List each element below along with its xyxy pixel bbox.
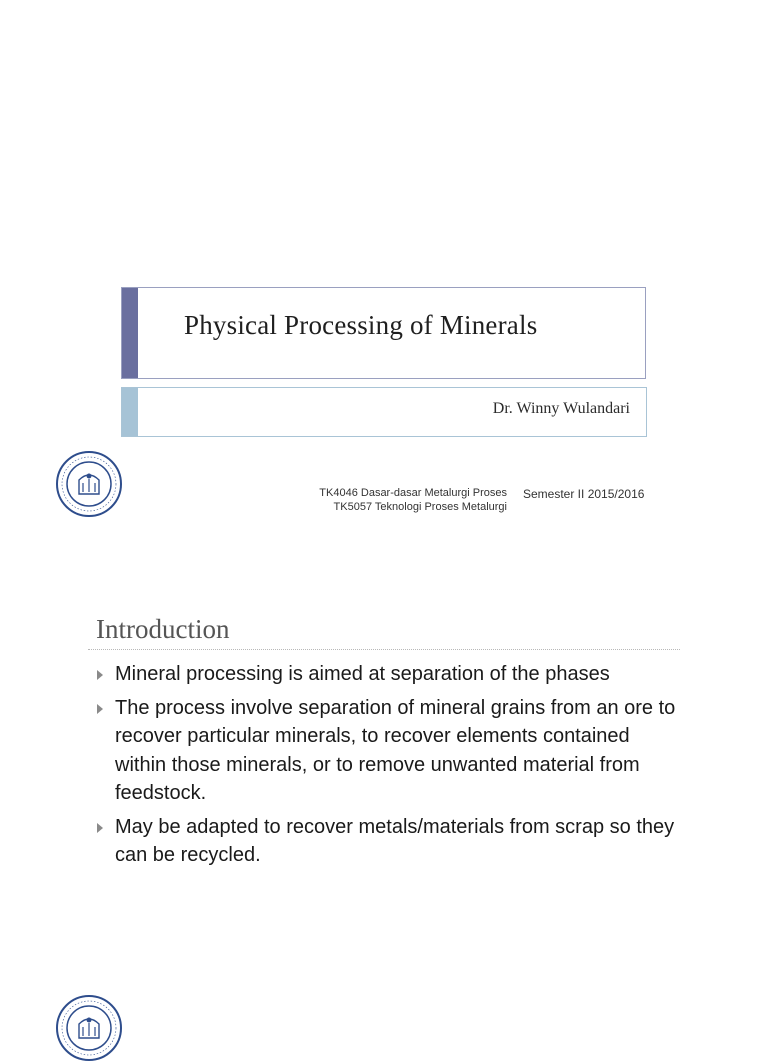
- itb-seal-icon: [55, 994, 123, 1062]
- triangle-bullet-icon: [97, 670, 103, 680]
- list-item: [96, 694, 686, 808]
- subtitle-accent-bar: [122, 388, 138, 436]
- course-info: [319, 486, 507, 514]
- bullet-text: May be adapted to recover metals/materials from scrap so they can be recycled.: [115, 815, 675, 866]
- list-item: [96, 660, 686, 689]
- subtitle-box: [121, 387, 647, 437]
- list-item: [96, 813, 686, 870]
- itb-seal-icon: [55, 450, 123, 518]
- course-line-1: TK4046 Dasar-dasar Metalurgi Proses: [319, 487, 507, 499]
- author-name: Dr. Winny Wulandari: [492, 400, 630, 417]
- title-accent-bar: [122, 288, 138, 378]
- title-box: [121, 287, 646, 379]
- heading-divider: [88, 649, 680, 650]
- triangle-bullet-icon: [97, 704, 103, 714]
- introduction-slide: [0, 576, 768, 1024]
- triangle-bullet-icon: [97, 823, 103, 833]
- semester-label: Semester II 2015/2016: [523, 487, 645, 501]
- bullet-text: Mineral processing is aimed at separation of the phases: [115, 663, 610, 685]
- bullet-list: [96, 660, 686, 875]
- course-line-2: TK5057 Teknologi Proses Metalurgi: [333, 501, 507, 513]
- slide-title: Physical Processing of Minerals: [184, 310, 538, 340]
- bullet-text: The process involve separation of mineral grains from an ore to recover particular minerals, to recover elements contained within those minerals, or to remove unwanted material from feedstock.: [115, 696, 676, 804]
- slide-heading: Introduction: [96, 614, 230, 644]
